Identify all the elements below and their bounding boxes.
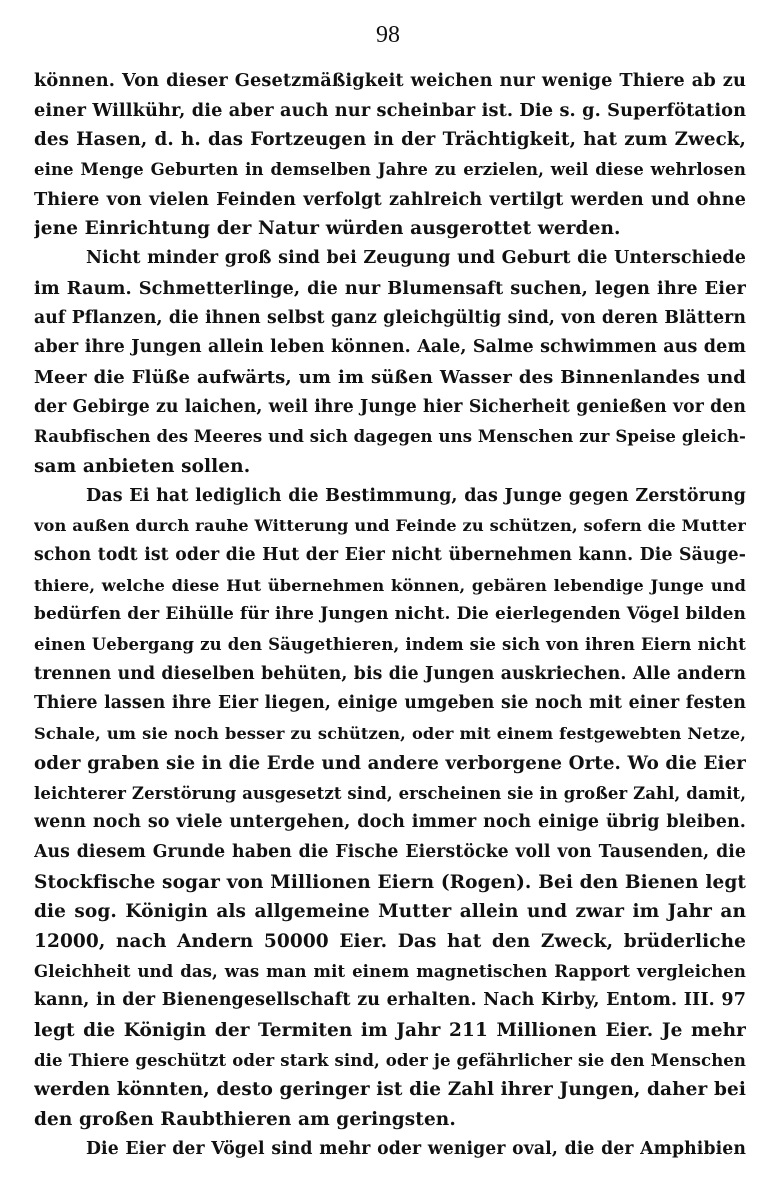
text-line: aber ihre Jungen allein leben können. Aale, Salme schwimmen aus dem bbox=[34, 337, 746, 358]
text-line: einer Willkühr, die aber auch nur scheinbar ist. Die s. g. Superfötation bbox=[34, 99, 746, 121]
text-line: kann, in der Bienengesellschaft zu erhalten. Nach Kirby, Entom. III. 97 bbox=[34, 990, 746, 1011]
text-line: werden könnten, desto geringer ist die Zahl ihrer Jungen, daher bei bbox=[34, 1079, 746, 1101]
text-line: die Thiere geschützt oder stark sind, oder je gefährlicher sie den Menschen bbox=[34, 1050, 746, 1070]
text-line: oder graben sie in die Erde und andere verborgene Orte. Wo die Eier bbox=[34, 752, 746, 774]
text-line: Thiere von vielen Feinden verfolgt zahlreich vertilgt werden und ohne bbox=[34, 188, 746, 210]
text-line: einen Uebergang zu den Säugethieren, indem sie sich von ihren Eiern nicht bbox=[34, 635, 746, 655]
text-line: bedürfen der Eihülle für ihre Jungen nicht. Die eierlegenden Vögel bilden bbox=[34, 604, 746, 625]
text-line: der Gebirge zu laichen, weil ihre Junge hier Sicherheit genießen vor den bbox=[34, 396, 746, 417]
text-line: die sog. Königin als allgemeine Mutter allein und zwar im Jahr an bbox=[34, 901, 746, 923]
text-line: den großen Raubthieren am geringsten. bbox=[34, 1109, 456, 1131]
text-line: Die Eier der Vögel sind mehr oder weniger oval, die der Amphibien bbox=[86, 1138, 746, 1159]
text-line: im Raum. Schmetterlinge, die nur Blumensaft suchen, legen ihre Eier bbox=[34, 277, 746, 299]
text-line: sam anbieten sollen. bbox=[34, 455, 251, 477]
text-line: Das Ei hat lediglich die Bestimmung, das Junge gegen Zerstörung bbox=[86, 485, 746, 506]
text-line: von außen durch rauhe Witterung und Feinde zu schützen, sofern die Mutter bbox=[34, 516, 746, 536]
text-line: des Hasen, d. h. das Fortzeugen in der Trächtigkeit, hat zum Zweck, bbox=[34, 129, 746, 151]
body-text bbox=[34, 66, 746, 1164]
text-line: können. Von dieser Gesetzmäßigkeit weichen nur wenige Thiere ab zu bbox=[34, 70, 746, 91]
text-line: jene Einrichtung der Natur würden ausgerottet werden. bbox=[34, 218, 621, 240]
text-line: legt die Königin der Termiten im Jahr 211 Millionen Eier. Je mehr bbox=[34, 1020, 746, 1041]
text-line: Aus diesem Grunde haben die Fische Eierstöcke voll von Tausenden, die bbox=[34, 841, 746, 862]
text-line: schon todt ist oder die Hut der Eier nicht übernehmen kann. Die Säuge- bbox=[34, 545, 746, 565]
text-line: trennen und dieselben behüten, bis die Jungen auskriechen. Alle andern bbox=[34, 663, 746, 684]
text-line: eine Menge Geburten in demselben Jahre zu erzielen, weil diese wehrlosen bbox=[34, 160, 746, 180]
text-line: 12000, nach Andern 50000 Eier. Das hat den Zweck, brüderliche bbox=[34, 930, 746, 952]
text-line: thiere, welche diese Hut übernehmen können, gebären lebendige Junge und bbox=[34, 575, 746, 595]
text-line: Raubfischen des Meeres und sich dagegen uns Menschen zur Speise gleich- bbox=[34, 427, 746, 447]
text-line: Stockfische sogar von Millionen Eiern (Rogen). Bei den Bienen legt bbox=[34, 871, 746, 893]
text-line: auf Pflanzen, die ihnen selbst ganz gleichgültig sind, von deren Blättern bbox=[34, 307, 746, 328]
text-line: Meer die Flüße aufwärts, um im süßen Wasser des Binnenlandes und bbox=[34, 366, 746, 388]
text-line: wenn noch so viele untergehen, doch immer noch einige übrig bleiben. bbox=[34, 812, 746, 833]
text-line: leichterer Zerstörung ausgesetzt sind, erscheinen sie in großer Zahl, damit, bbox=[34, 783, 746, 803]
text-line: Schale, um sie noch besser zu schützen, oder mit einem festgewebten Netze, bbox=[34, 724, 746, 744]
text-line: Nicht minder groß sind bei Zeugung und Geburt die Unterschiede bbox=[86, 248, 746, 269]
text-line: Thiere lassen ihre Eier liegen, einige umgeben sie noch mit einer festen bbox=[34, 693, 746, 714]
text-line: Gleichheit und das, was man mit einem magnetischen Rapport vergleichen bbox=[34, 961, 746, 981]
page-number: 98 bbox=[376, 22, 400, 48]
